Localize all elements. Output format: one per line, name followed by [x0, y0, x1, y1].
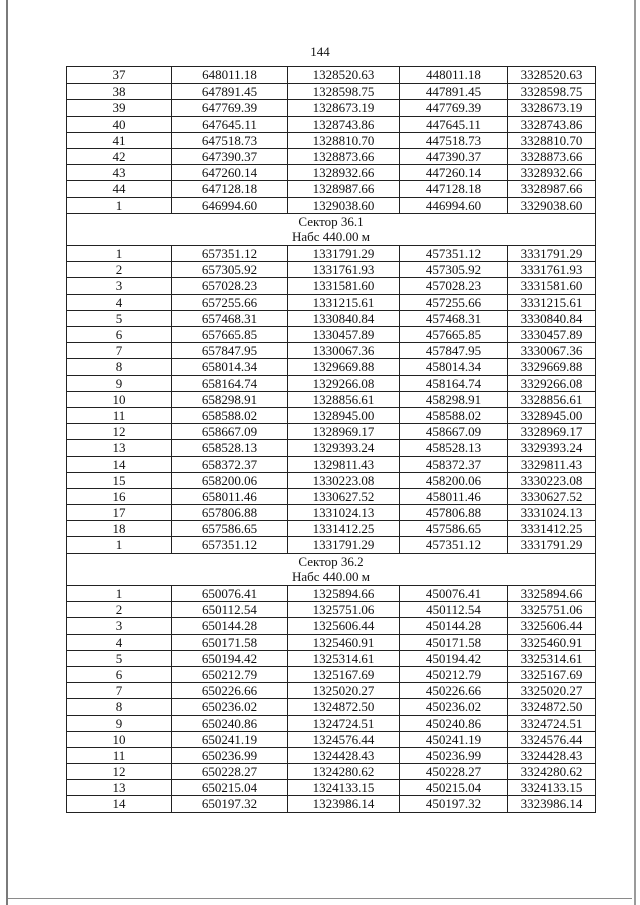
- coordinate-cell: 1328673.19: [287, 100, 399, 115]
- point-number-cell: 10: [112, 391, 126, 407]
- sector-height: Набс 440.00 м: [291, 569, 371, 585]
- point-number-cell: 14: [112, 456, 126, 472]
- coordinate-cell: 450194.42: [399, 651, 507, 666]
- coordinate-cell: 3328598.75: [507, 84, 595, 99]
- coordinate-cell: 3324280.62: [507, 764, 595, 779]
- coordinate-cell: 1330067.36: [287, 343, 399, 358]
- coordinate-cell: 3331791.29: [507, 537, 595, 552]
- coordinate-cell: 657028.23: [171, 278, 287, 293]
- coordinate-cell: 1328969.17: [287, 424, 399, 439]
- coordinate-cell: 3330840.84: [507, 311, 595, 326]
- coordinate-cell: 457351.12: [399, 537, 507, 552]
- coordinate-cell: 1328945.00: [287, 408, 399, 423]
- table-row: [67, 601, 595, 617]
- coordinate-cell: 457351.12: [399, 246, 507, 261]
- coordinate-cell: 650241.19: [171, 732, 287, 747]
- table-row: [67, 779, 595, 795]
- table-row: [67, 245, 595, 261]
- coordinate-cell: 3328969.17: [507, 424, 595, 439]
- table-row: [67, 488, 595, 504]
- coordinate-cell: 1324133.15: [287, 780, 399, 795]
- coordinate-cell: 450226.66: [399, 683, 507, 698]
- coordinate-cell: 647645.11: [171, 117, 287, 132]
- coordinate-cell: 657255.66: [171, 295, 287, 310]
- coordinate-cell: 1324280.62: [287, 764, 399, 779]
- sector-title: Сектор 36.2: [298, 553, 364, 569]
- table-row: [67, 261, 595, 277]
- point-number-cell: 2: [115, 602, 123, 618]
- coordinate-cell: 450215.04: [399, 780, 507, 795]
- coordinate-cell: 457665.85: [399, 327, 507, 342]
- table-row: [67, 747, 595, 763]
- coordinate-cell: 3329038.60: [507, 198, 595, 213]
- coordinate-cell: 657351.12: [171, 537, 287, 552]
- coordinate-cell: 3331024.13: [507, 505, 595, 520]
- coordinate-cell: 3331581.60: [507, 278, 595, 293]
- coordinate-cell: 3328520.63: [507, 67, 595, 83]
- coordinate-cell: 1331791.29: [287, 537, 399, 552]
- coordinate-cell: 3329669.88: [507, 359, 595, 374]
- point-number-cell: 41: [112, 132, 126, 148]
- coordinate-cell: 1325606.44: [287, 618, 399, 633]
- table-row: [67, 391, 595, 407]
- table-row: [67, 180, 595, 196]
- coordinate-cell: 1325020.27: [287, 683, 399, 698]
- table-row: [67, 148, 595, 164]
- point-number-cell: 1: [115, 537, 123, 553]
- coordinate-cell: 3328987.66: [507, 181, 595, 196]
- table-row: [67, 99, 595, 115]
- scan-left-edge: [6, 0, 8, 905]
- coordinate-cell: 657351.12: [171, 246, 287, 261]
- coordinate-cell: 450076.41: [399, 586, 507, 601]
- coordinate-cell: 3325167.69: [507, 667, 595, 682]
- coordinate-cell: 447891.45: [399, 84, 507, 99]
- coordinate-cell: 650226.66: [171, 683, 287, 698]
- coordinate-cell: 1329669.88: [287, 359, 399, 374]
- coordinate-cell: 650212.79: [171, 667, 287, 682]
- coordinate-cell: 1328810.70: [287, 133, 399, 148]
- table-row: [67, 132, 595, 148]
- coordinate-cell: 458298.91: [399, 392, 507, 407]
- coordinate-cell: 3324428.43: [507, 748, 595, 763]
- coordinate-cell: 1331761.93: [287, 262, 399, 277]
- coordinate-cell: 3325751.06: [507, 602, 595, 617]
- coordinate-cell: 1325894.66: [287, 586, 399, 601]
- table-row: [67, 456, 595, 472]
- coordinate-cell: 458014.34: [399, 359, 507, 374]
- coordinate-cell: 3328945.00: [507, 408, 595, 423]
- coordinate-cell: 447260.14: [399, 165, 507, 180]
- coordinate-cell: 1328873.66: [287, 149, 399, 164]
- coordinate-cell: 3329266.08: [507, 376, 595, 391]
- coordinate-cell: 1325167.69: [287, 667, 399, 682]
- point-number-cell: 1: [115, 197, 123, 213]
- table-row: [67, 294, 595, 310]
- coordinate-cell: 647518.73: [171, 133, 287, 148]
- coordinate-cell: 450212.79: [399, 667, 507, 682]
- coordinate-cell: 1325460.91: [287, 635, 399, 650]
- point-number-cell: 12: [112, 424, 126, 440]
- coordinate-cell: 450228.27: [399, 764, 507, 779]
- coordinate-cell: 647128.18: [171, 181, 287, 196]
- coordinate-cell: 457847.95: [399, 343, 507, 358]
- coordinate-cell: 647390.37: [171, 149, 287, 164]
- coordinate-cell: 1325314.61: [287, 651, 399, 666]
- coordinate-cell: 1325751.06: [287, 602, 399, 617]
- coordinate-cell: 1328987.66: [287, 181, 399, 196]
- table-row: [67, 666, 595, 682]
- coordinate-cell: 3330627.52: [507, 489, 595, 504]
- coordinate-cell: 1328520.63: [287, 67, 399, 83]
- point-number-cell: 11: [112, 747, 126, 763]
- coordinate-cell: 657586.65: [171, 521, 287, 536]
- point-number-cell: 1: [115, 246, 123, 262]
- point-number-cell: 2: [115, 262, 123, 278]
- point-number-cell: 44: [112, 181, 126, 197]
- table-row: [67, 423, 595, 439]
- table-row: [67, 472, 595, 488]
- coordinate-cell: 458164.74: [399, 376, 507, 391]
- table-row: [67, 585, 595, 601]
- coordinate-cell: 1330627.52: [287, 489, 399, 504]
- coordinate-cell: 650144.28: [171, 618, 287, 633]
- coordinate-cell: 3331791.29: [507, 246, 595, 261]
- coordinate-cell: 446994.60: [399, 198, 507, 213]
- table-row: [67, 277, 595, 293]
- coordinate-cell: 1324428.43: [287, 748, 399, 763]
- coordinate-cell: 658528.13: [171, 440, 287, 455]
- sector-title: Сектор 36.1: [298, 213, 364, 229]
- coordinate-cell: 650197.32: [171, 796, 287, 811]
- coordinates-table: [66, 66, 596, 813]
- point-number-cell: 7: [115, 683, 123, 699]
- table-row: [67, 795, 595, 811]
- coordinate-cell: 450236.99: [399, 748, 507, 763]
- coordinate-cell: 450240.86: [399, 716, 507, 731]
- coordinate-cell: 3329811.43: [507, 457, 595, 472]
- coordinate-cell: 1331581.60: [287, 278, 399, 293]
- point-number-cell: 40: [112, 116, 126, 132]
- coordinate-cell: 647891.45: [171, 84, 287, 99]
- coordinate-cell: 1329266.08: [287, 376, 399, 391]
- coordinate-cell: 3328673.19: [507, 100, 595, 115]
- coordinate-cell: 658372.37: [171, 457, 287, 472]
- table-row: [67, 439, 595, 455]
- coordinate-cell: 457028.23: [399, 278, 507, 293]
- point-number-cell: 9: [115, 375, 123, 391]
- coordinate-cell: 3331761.93: [507, 262, 595, 277]
- coordinate-cell: 3323986.14: [507, 796, 595, 811]
- table-row: [67, 326, 595, 342]
- coordinate-cell: 450171.58: [399, 635, 507, 650]
- point-number-cell: 4: [115, 294, 123, 310]
- coordinate-cell: 650171.58: [171, 635, 287, 650]
- scan-bottom-edge: [8, 898, 632, 899]
- coordinate-cell: 650215.04: [171, 780, 287, 795]
- point-number-cell: 5: [115, 650, 123, 666]
- coordinate-cell: 3330223.08: [507, 473, 595, 488]
- coordinate-cell: 1324872.50: [287, 699, 399, 714]
- coordinate-cell: 657665.85: [171, 327, 287, 342]
- coordinate-cell: 650076.41: [171, 586, 287, 601]
- coordinate-cell: 457255.66: [399, 295, 507, 310]
- coordinate-cell: 657468.31: [171, 311, 287, 326]
- coordinate-cell: 650236.02: [171, 699, 287, 714]
- table-row: [67, 634, 595, 650]
- coordinate-cell: 447518.73: [399, 133, 507, 148]
- point-number-cell: 39: [112, 100, 126, 116]
- point-number-cell: 8: [115, 359, 123, 375]
- coordinate-cell: 658164.74: [171, 376, 287, 391]
- coordinate-cell: 450241.19: [399, 732, 507, 747]
- coordinate-cell: 3328856.61: [507, 392, 595, 407]
- point-number-cell: 15: [112, 472, 126, 488]
- coordinate-cell: 457806.88: [399, 505, 507, 520]
- table-row: [67, 375, 595, 391]
- coordinate-cell: 3325020.27: [507, 683, 595, 698]
- point-number-cell: 37: [112, 67, 126, 82]
- point-number-cell: 43: [112, 165, 126, 181]
- coordinate-cell: 458588.02: [399, 408, 507, 423]
- coordinate-cell: 3328932.66: [507, 165, 595, 180]
- table-row: [67, 536, 595, 552]
- coordinate-cell: 650194.42: [171, 651, 287, 666]
- coordinate-cell: 3328873.66: [507, 149, 595, 164]
- table-row: [67, 682, 595, 698]
- coordinate-cell: 450112.54: [399, 602, 507, 617]
- coordinate-cell: 658667.09: [171, 424, 287, 439]
- coordinate-cell: 658011.46: [171, 489, 287, 504]
- coordinate-cell: 3324133.15: [507, 780, 595, 795]
- table-row: [67, 650, 595, 666]
- point-number-cell: 11: [112, 407, 126, 423]
- coordinate-cell: 1324724.51: [287, 716, 399, 731]
- coordinate-cell: 1331024.13: [287, 505, 399, 520]
- coordinate-cell: 448011.18: [399, 67, 507, 83]
- point-number-cell: 12: [112, 764, 126, 780]
- coordinate-cell: 450197.32: [399, 796, 507, 811]
- coordinate-cell: 1331412.25: [287, 521, 399, 536]
- point-number-cell: 6: [115, 327, 123, 343]
- coordinate-cell: 447645.11: [399, 117, 507, 132]
- coordinate-cell: 657806.88: [171, 505, 287, 520]
- coordinate-cell: 650236.99: [171, 748, 287, 763]
- coordinate-cell: 3331215.61: [507, 295, 595, 310]
- coordinate-cell: 648011.18: [171, 67, 287, 83]
- table-row: [67, 763, 595, 779]
- scan-right-edge: [634, 0, 636, 905]
- coordinate-cell: 646994.60: [171, 198, 287, 213]
- coordinate-cell: 447390.37: [399, 149, 507, 164]
- point-number-cell: 17: [112, 505, 126, 521]
- point-number-cell: 7: [115, 343, 123, 359]
- coordinate-cell: 1329038.60: [287, 198, 399, 213]
- coordinate-cell: 650240.86: [171, 716, 287, 731]
- table-row: [67, 310, 595, 326]
- coordinate-cell: 3324576.44: [507, 732, 595, 747]
- table-row: [67, 116, 595, 132]
- point-number-cell: 6: [115, 666, 123, 682]
- coordinate-cell: 1324576.44: [287, 732, 399, 747]
- table-row: [67, 520, 595, 536]
- table-row: [67, 164, 595, 180]
- page-number: 144: [310, 44, 330, 59]
- point-number-cell: 9: [115, 715, 123, 731]
- sector-header: [67, 213, 595, 245]
- coordinate-cell: 450144.28: [399, 618, 507, 633]
- coordinate-cell: 1330840.84: [287, 311, 399, 326]
- coordinate-cell: 650228.27: [171, 764, 287, 779]
- coordinate-cell: 3324872.50: [507, 699, 595, 714]
- coordinate-cell: 1331215.61: [287, 295, 399, 310]
- coordinate-cell: 450236.02: [399, 699, 507, 714]
- point-number-cell: 8: [115, 699, 123, 715]
- coordinate-cell: 658014.34: [171, 359, 287, 374]
- point-number-cell: 42: [112, 148, 126, 164]
- point-number-cell: 14: [112, 796, 126, 812]
- table-row: [67, 407, 595, 423]
- coordinate-cell: 658298.91: [171, 392, 287, 407]
- coordinate-cell: 1328932.66: [287, 165, 399, 180]
- coordinate-cell: 1331791.29: [287, 246, 399, 261]
- coordinate-cell: 457586.65: [399, 521, 507, 536]
- table-row: [67, 197, 595, 213]
- coordinate-cell: 447128.18: [399, 181, 507, 196]
- coordinate-cell: 1328598.75: [287, 84, 399, 99]
- coordinate-cell: 3325894.66: [507, 586, 595, 601]
- table-row: [67, 715, 595, 731]
- table-row: [67, 83, 595, 99]
- coordinate-cell: 647260.14: [171, 165, 287, 180]
- coordinate-cell: 3329393.24: [507, 440, 595, 455]
- table-row: [67, 67, 595, 83]
- sector-height: Набс 440.00 м: [291, 229, 371, 245]
- point-number-cell: 1: [115, 586, 123, 602]
- coordinate-cell: 1330223.08: [287, 473, 399, 488]
- coordinate-cell: 657847.95: [171, 343, 287, 358]
- coordinate-cell: 3325606.44: [507, 618, 595, 633]
- coordinate-cell: 1330457.89: [287, 327, 399, 342]
- point-number-cell: 13: [112, 440, 126, 456]
- coordinate-cell: 457305.92: [399, 262, 507, 277]
- coordinate-cell: 1328743.86: [287, 117, 399, 132]
- coordinate-cell: 3325460.91: [507, 635, 595, 650]
- coordinate-cell: 458200.06: [399, 473, 507, 488]
- coordinate-cell: 658200.06: [171, 473, 287, 488]
- coordinate-cell: 1328856.61: [287, 392, 399, 407]
- coordinate-cell: 3330067.36: [507, 343, 595, 358]
- coordinate-cell: 658588.02: [171, 408, 287, 423]
- point-number-cell: 38: [112, 84, 126, 100]
- sector-header: [67, 553, 595, 585]
- coordinate-cell: 1329811.43: [287, 457, 399, 472]
- coordinate-cell: 3330457.89: [507, 327, 595, 342]
- table-row: [67, 342, 595, 358]
- coordinate-cell: 457468.31: [399, 311, 507, 326]
- point-number-cell: 10: [112, 731, 126, 747]
- coordinate-cell: 3325314.61: [507, 651, 595, 666]
- point-number-cell: 3: [115, 278, 123, 294]
- coordinate-cell: 657305.92: [171, 262, 287, 277]
- point-number-cell: 3: [115, 618, 123, 634]
- point-number-cell: 16: [112, 488, 126, 504]
- coordinate-cell: 458528.13: [399, 440, 507, 455]
- coordinate-cell: 3328743.86: [507, 117, 595, 132]
- coordinate-cell: 3328810.70: [507, 133, 595, 148]
- coordinate-cell: 458667.09: [399, 424, 507, 439]
- coordinate-cell: 3324724.51: [507, 716, 595, 731]
- coordinate-cell: 458011.46: [399, 489, 507, 504]
- coordinate-cell: 1329393.24: [287, 440, 399, 455]
- coordinate-cell: 3331412.25: [507, 521, 595, 536]
- point-number-cell: 18: [112, 521, 126, 537]
- table-row: [67, 617, 595, 633]
- coordinate-cell: 647769.39: [171, 100, 287, 115]
- table-row: [67, 698, 595, 714]
- point-number-cell: 13: [112, 780, 126, 796]
- point-number-cell: 5: [115, 310, 123, 326]
- coordinate-cell: 458372.37: [399, 457, 507, 472]
- table-row: [67, 358, 595, 374]
- point-number-cell: 4: [115, 634, 123, 650]
- table-row: [67, 504, 595, 520]
- table-row: [67, 731, 595, 747]
- coordinate-cell: 650112.54: [171, 602, 287, 617]
- coordinate-cell: 447769.39: [399, 100, 507, 115]
- coordinate-cell: 1323986.14: [287, 796, 399, 811]
